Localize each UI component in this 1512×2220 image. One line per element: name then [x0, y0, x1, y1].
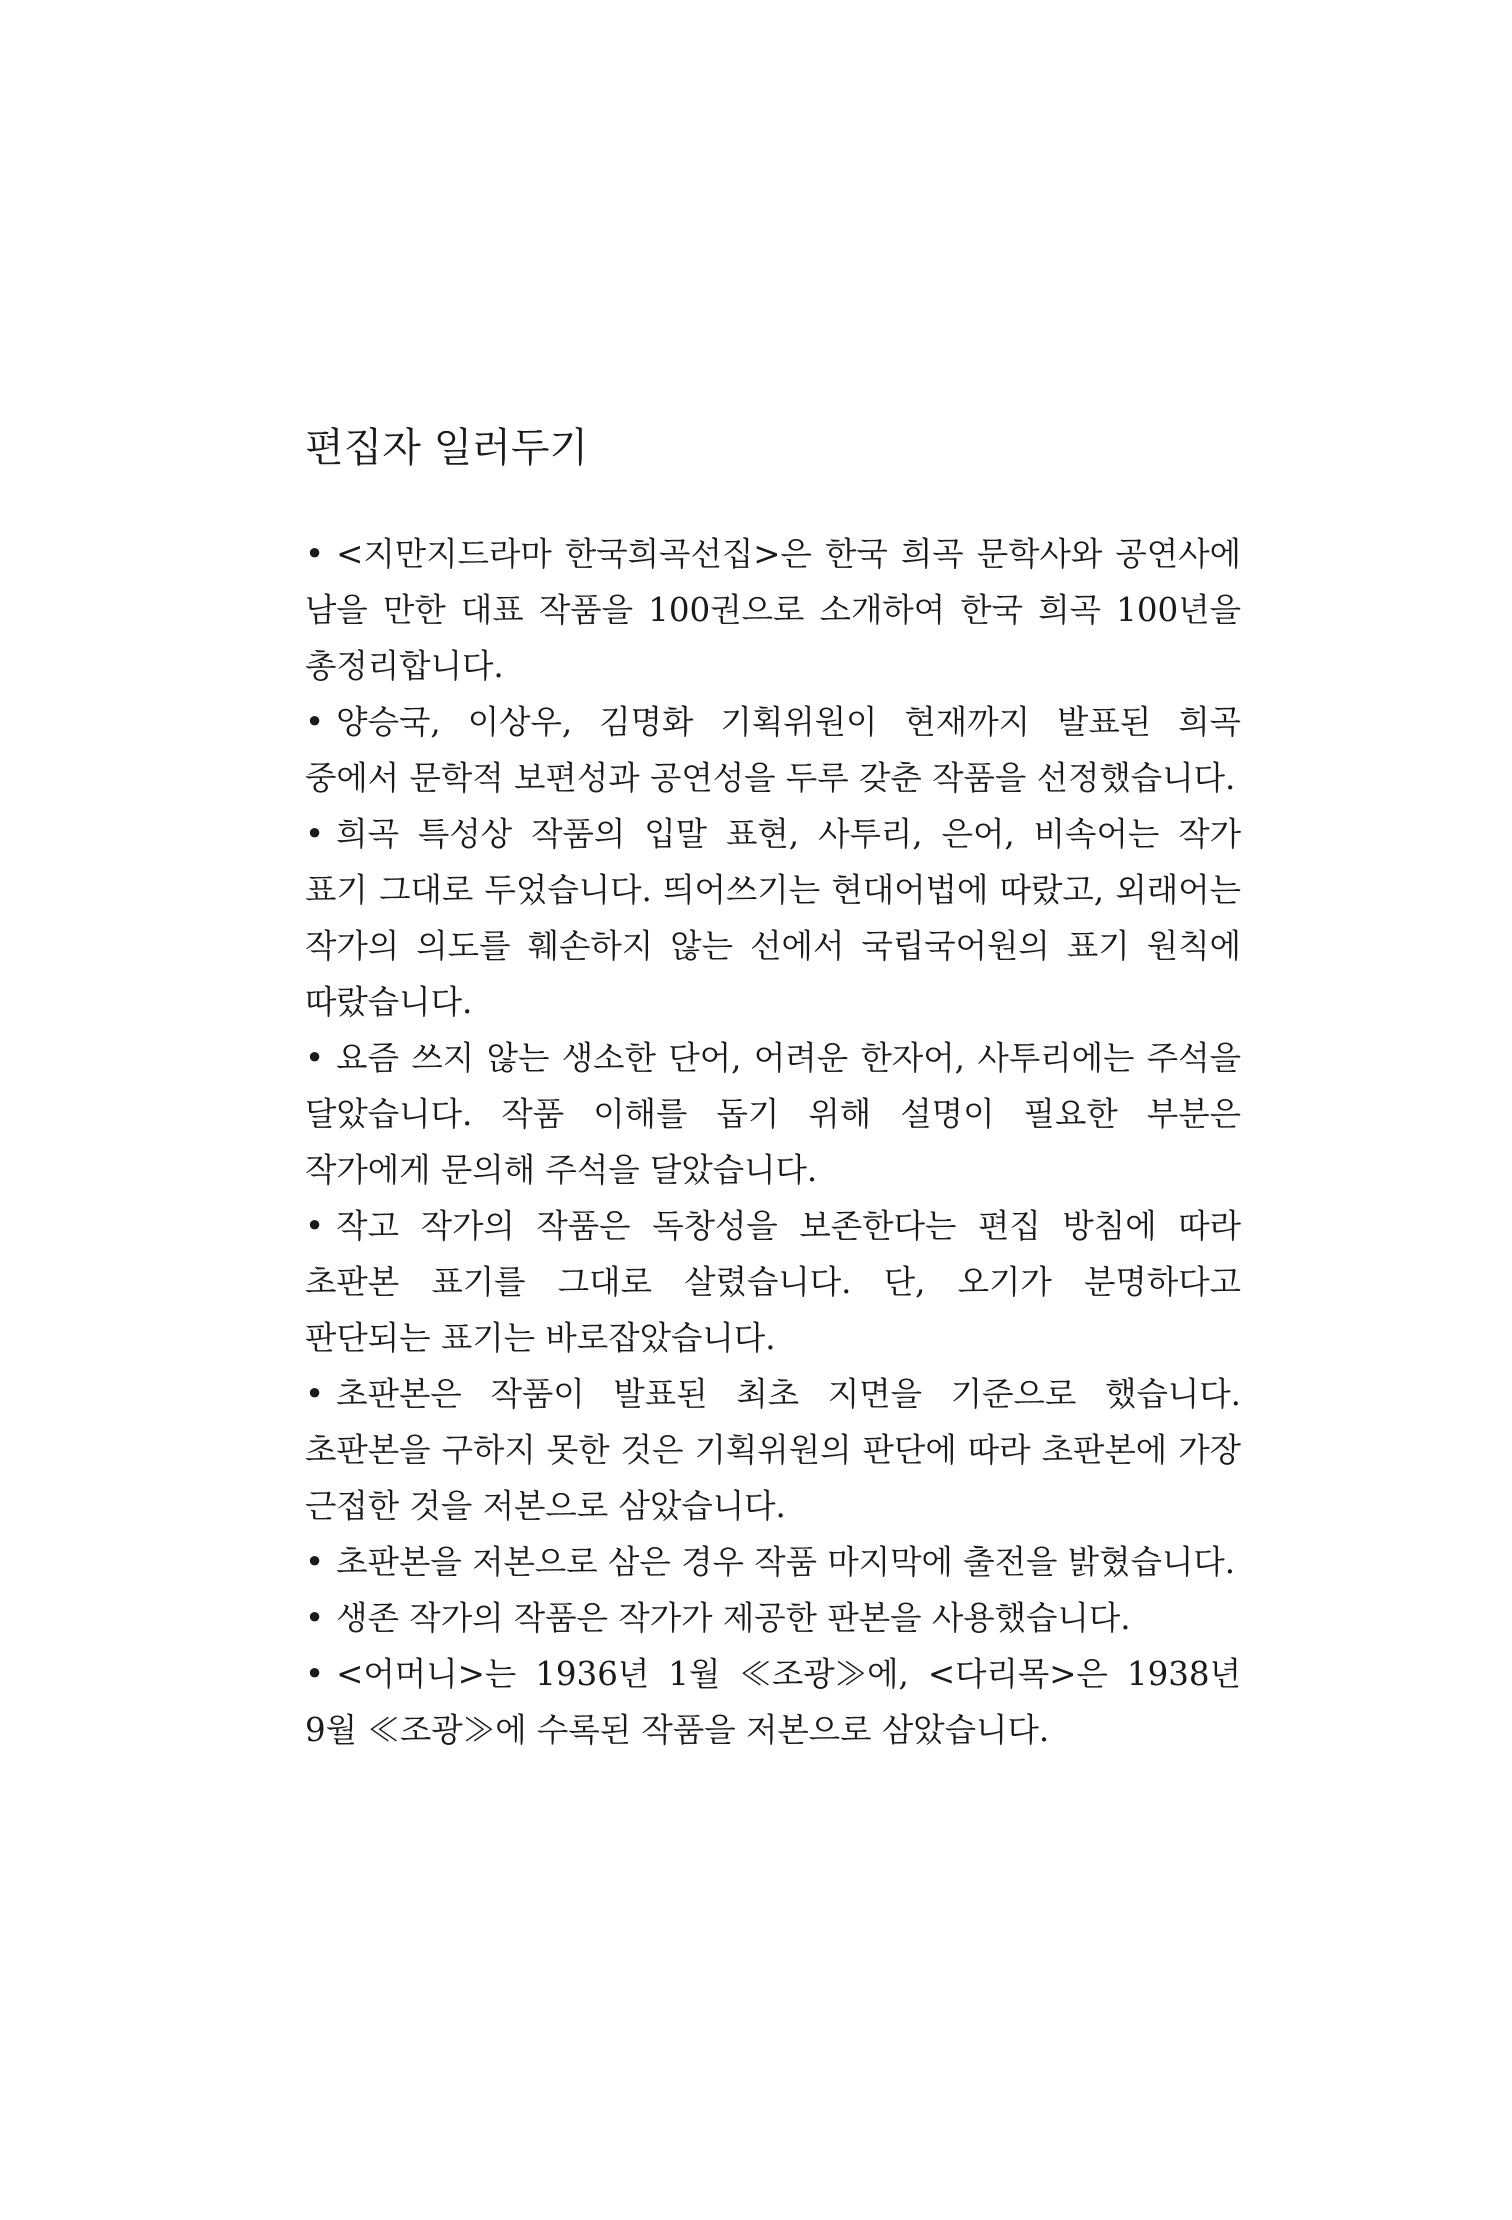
bullet-icon: • [305, 535, 325, 573]
list-item [305, 1590, 1241, 1646]
list-item [305, 1366, 1241, 1534]
list-item [305, 806, 1241, 1030]
note-text: <지만지드라마 한국희곡선집>은 한국 희곡 문학사와 공연사에 남을 만한 대표 작품을 100권으로 소개하여 한국 희곡 100년을 총정리합니다. [305, 535, 1241, 685]
bullet-icon: • [305, 815, 325, 853]
note-text: 생존 작가의 작품은 작가가 제공한 판본을 사용했습니다. [336, 1599, 1131, 1637]
editor-notes-list [305, 526, 1241, 1758]
page-title: 편집자 일러두기 [305, 425, 589, 471]
note-text: 요즘 쓰지 않는 생소한 단어, 어려운 한자어, 사투리에는 주석을 달았습니다. 작품 이해를 돕기 위해 설명이 필요한 부분은 작가에게 문의해 주석을 달았습니다. [305, 1039, 1241, 1189]
bullet-icon: • [305, 703, 325, 741]
note-text: <어머니>는 1936년 1월 ≪조광≫에, <다리목>은 1938년 9월 ≪조광≫에 수록된 작품을 저본으로 삼았습니다. [305, 1655, 1241, 1749]
bullet-icon: • [305, 1039, 325, 1077]
note-text: 초판본은 작품이 발표된 최초 지면을 기준으로 했습니다. 초판본을 구하지 못한 것은 기획위원의 판단에 따라 초판본에 가장 근접한 것을 저본으로 삼았습니다. [305, 1375, 1241, 1525]
bullet-icon: • [305, 1599, 325, 1637]
list-item [305, 694, 1241, 806]
note-text: 희곡 특성상 작품의 입말 표현, 사투리, 은어, 비속어는 작가 표기 그대로 두었습니다. 띄어쓰기는 현대어법에 따랐고, 외래어는 작가의 의도를 훼손하지 않는 선에서 국립국어원의 표기 원칙에 따랐습니다. [305, 815, 1241, 1021]
bullet-icon: • [305, 1655, 325, 1693]
list-item [305, 1198, 1241, 1366]
bullet-icon: • [305, 1543, 325, 1581]
note-text: 작고 작가의 작품은 독창성을 보존한다는 편집 방침에 따라 초판본 표기를 그대로 살렸습니다. 단, 오기가 분명하다고 판단되는 표기는 바로잡았습니다. [305, 1207, 1241, 1357]
bullet-icon: • [305, 1375, 325, 1413]
list-item [305, 1030, 1241, 1198]
list-item [305, 1534, 1241, 1590]
note-text: 초판본을 저본으로 삼은 경우 작품 마지막에 출전을 밝혔습니다. [336, 1543, 1236, 1581]
bullet-icon: • [305, 1207, 325, 1245]
list-item [305, 1646, 1241, 1758]
list-item [305, 526, 1241, 694]
note-text: 양승국, 이상우, 김명화 기획위원이 현재까지 발표된 희곡 중에서 문학적 보편성과 공연성을 두루 갖춘 작품을 선정했습니다. [305, 703, 1241, 797]
